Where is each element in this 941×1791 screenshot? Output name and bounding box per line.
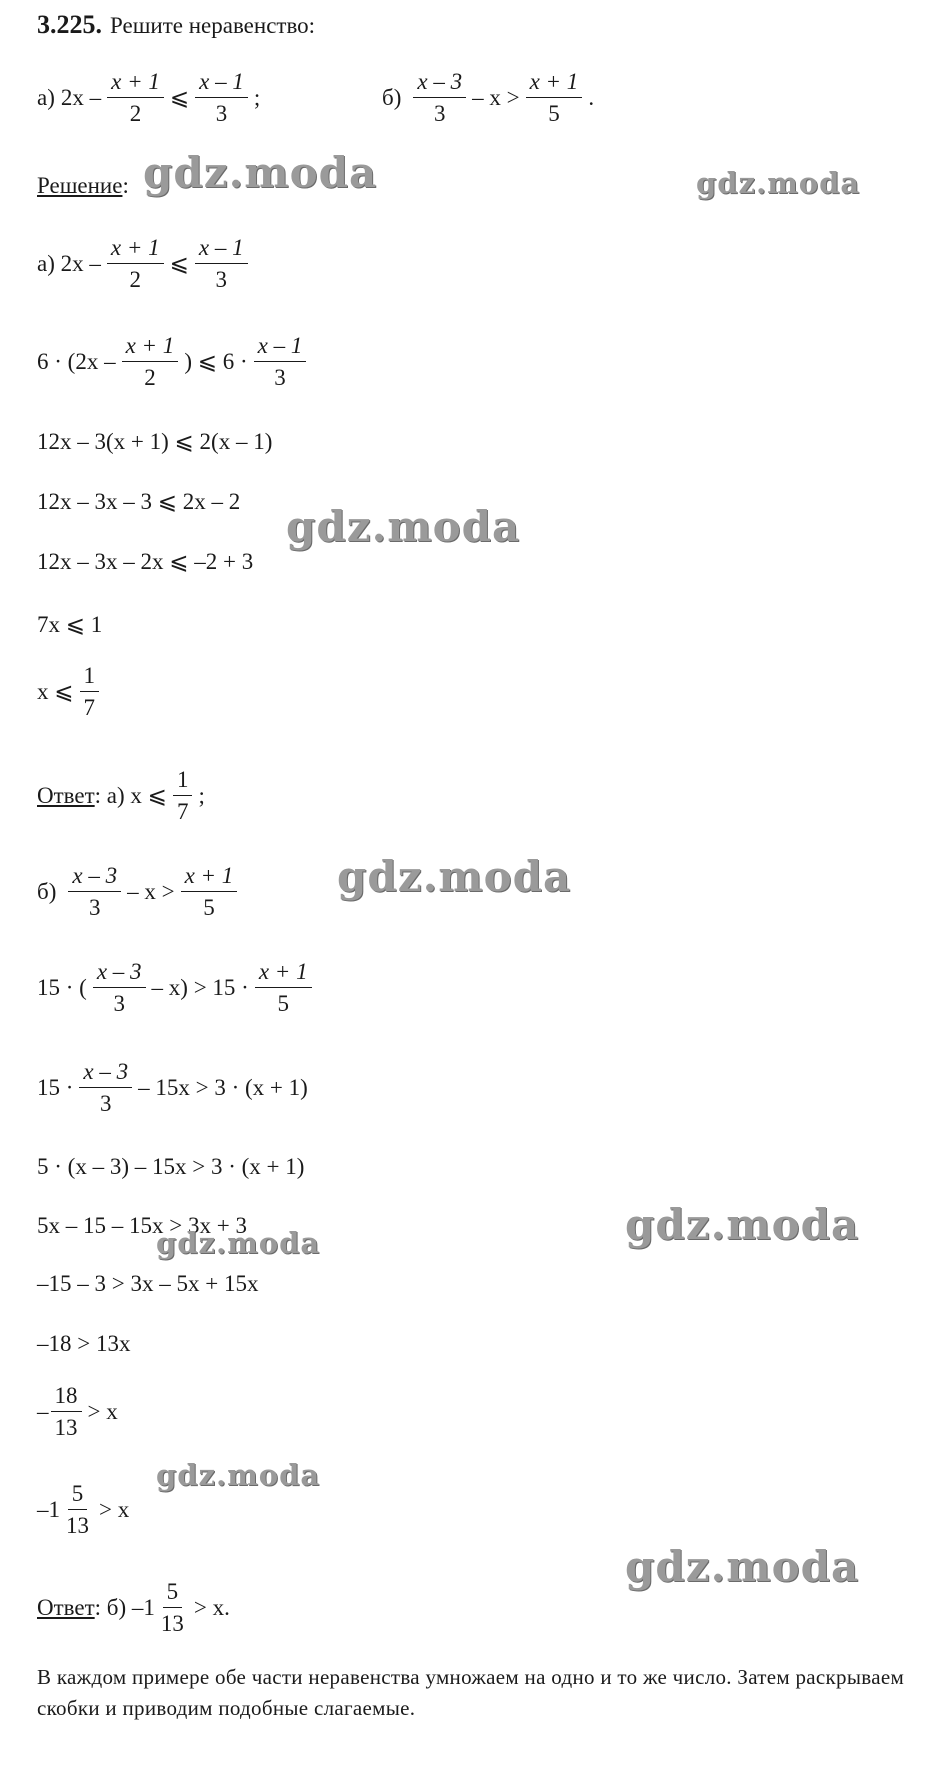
expr-text: > x [87,1399,118,1424]
step-b4: 5 · (x – 3) – 15x > 3 · (x + 1) [37,1154,305,1179]
expr-text: : б) –1 [94,1595,155,1620]
step-b5: 5x – 15 – 15x > 3x + 3 [37,1213,247,1238]
numerator: x – 1 [254,334,307,362]
fraction [122,334,179,389]
fraction [254,334,307,389]
watermark: gdz.moda [337,852,572,901]
expr-text: – x) > 15 · [151,975,249,1000]
denominator: 13 [54,1415,78,1440]
fraction [107,70,164,125]
numerator: x – 3 [93,960,146,988]
watermark: gdz.moda [286,502,521,551]
step-a4: 12x – 3x – 3 ⩽ 2x – 2 [37,489,241,514]
expr-text: 15 · [37,1075,74,1100]
numerator: 1 [80,664,100,692]
step-b9 [37,1482,129,1537]
denominator: 5 [277,991,289,1016]
step-b3 [37,1060,308,1115]
inequality-sign: ⩽ [169,85,190,110]
denominator: 3 [215,101,228,126]
watermark: gdz.moda [156,1226,321,1260]
denominator: 3 [433,101,446,126]
watermark: gdz.moda [625,1542,860,1591]
fraction [80,664,100,719]
fraction [195,236,248,291]
expr-text: – x > [472,85,520,110]
label-b: б) [382,85,402,110]
expr-text: > x [99,1497,130,1522]
answer-a [37,768,205,823]
step-a3: 12x – 3(x + 1) ⩽ 2(x – 1) [37,429,273,454]
fraction [255,960,312,1015]
solution-heading [37,174,129,197]
numerator: 5 [68,1482,88,1510]
expr-text: – x > [127,879,175,904]
step-b1 [37,864,243,919]
explanation-note: В каждом примере обе части неравенства умножаем на одно и то же число. Затем раскрываем скобки и приводим подобные слагаемые. [37,1665,905,1720]
step-b2 [37,960,318,1015]
fraction [157,1580,188,1635]
denominator: 2 [129,101,142,126]
numerator: 1 [173,768,193,796]
expr-text: а) 2x – [37,251,101,276]
answer-label: Ответ [37,1595,95,1620]
expr-text: 2x – [60,85,102,110]
denominator: 3 [88,895,101,920]
problem-header [37,12,315,38]
step-b7: –18 > 13x [37,1331,131,1356]
step-a2 [37,334,312,389]
denominator: 3 [113,991,125,1016]
watermark: gdz.moda [625,1200,860,1249]
numerator: x – 3 [413,70,466,98]
expr-text: : а) x ⩽ [94,783,167,808]
numerator: 18 [51,1384,82,1412]
fraction [526,70,583,125]
fraction [413,70,466,125]
label-b: б) [37,879,57,904]
numerator: x – 1 [195,70,248,98]
expr-text: –1 [37,1497,60,1522]
step-a7 [37,664,105,719]
numerator: x – 3 [68,864,121,892]
problem-a [37,70,260,125]
fraction [181,864,238,919]
denominator: 13 [160,1611,184,1636]
expr-text: – [37,1399,49,1424]
denominator: 2 [144,365,156,390]
denominator: 7 [176,799,189,824]
fraction [107,236,164,291]
denominator: 3 [274,365,286,390]
denominator: 13 [66,1513,89,1538]
fraction [93,960,146,1015]
expr-text: – 15x > 3 · (x + 1) [138,1075,308,1100]
fraction [68,864,121,919]
numerator: x – 3 [79,1060,132,1088]
punctuation: . [588,85,595,110]
problem-number: 3.225. [37,10,102,39]
answer-b [37,1580,230,1635]
numerator: 5 [163,1580,183,1608]
step-b8 [37,1384,118,1439]
expr-text: x ⩽ [37,679,74,704]
punctuation: ; [253,85,261,110]
denominator: 3 [100,1091,112,1116]
solution-label: Решение [37,173,123,198]
fraction [51,1384,82,1439]
fraction [62,1482,93,1537]
label-a: а) [37,85,55,110]
numerator: x + 1 [107,236,164,264]
step-a6: 7x ⩽ 1 [37,612,103,637]
step-a5: 12x – 3x – 2x ⩽ –2 + 3 [37,549,254,574]
denominator: 3 [215,267,227,292]
numerator: x + 1 [255,960,312,988]
punctuation: ; [198,783,205,808]
numerator: x + 1 [181,864,238,892]
expr-text: ) ⩽ 6 · [184,349,248,374]
expr-text: 15 · ( [37,975,87,1000]
problem-b [382,70,594,125]
expr-text: > x. [193,1595,230,1620]
watermark: gdz.moda [156,1458,321,1492]
denominator: 5 [203,895,215,920]
numerator: x – 1 [195,236,248,264]
colon: : [122,173,129,198]
watermark: gdz.moda [143,148,378,197]
denominator: 5 [548,101,560,126]
denominator: 7 [83,695,96,720]
inequality-sign: ⩽ [169,251,189,276]
step-a1 [37,236,254,291]
fraction [79,1060,132,1115]
answer-label: Ответ [37,783,95,808]
numerator: x + 1 [526,70,583,98]
fraction [173,768,193,823]
watermark: gdz.moda [696,166,861,200]
expr-text: 6 · (2x – [37,349,116,374]
numerator: x + 1 [107,70,164,98]
fraction [195,70,248,125]
denominator: 2 [129,267,141,292]
problem-title: Решите неравенство: [110,12,316,38]
step-b6: –15 – 3 > 3x – 5x + 15x [37,1271,259,1296]
numerator: x + 1 [122,334,179,362]
